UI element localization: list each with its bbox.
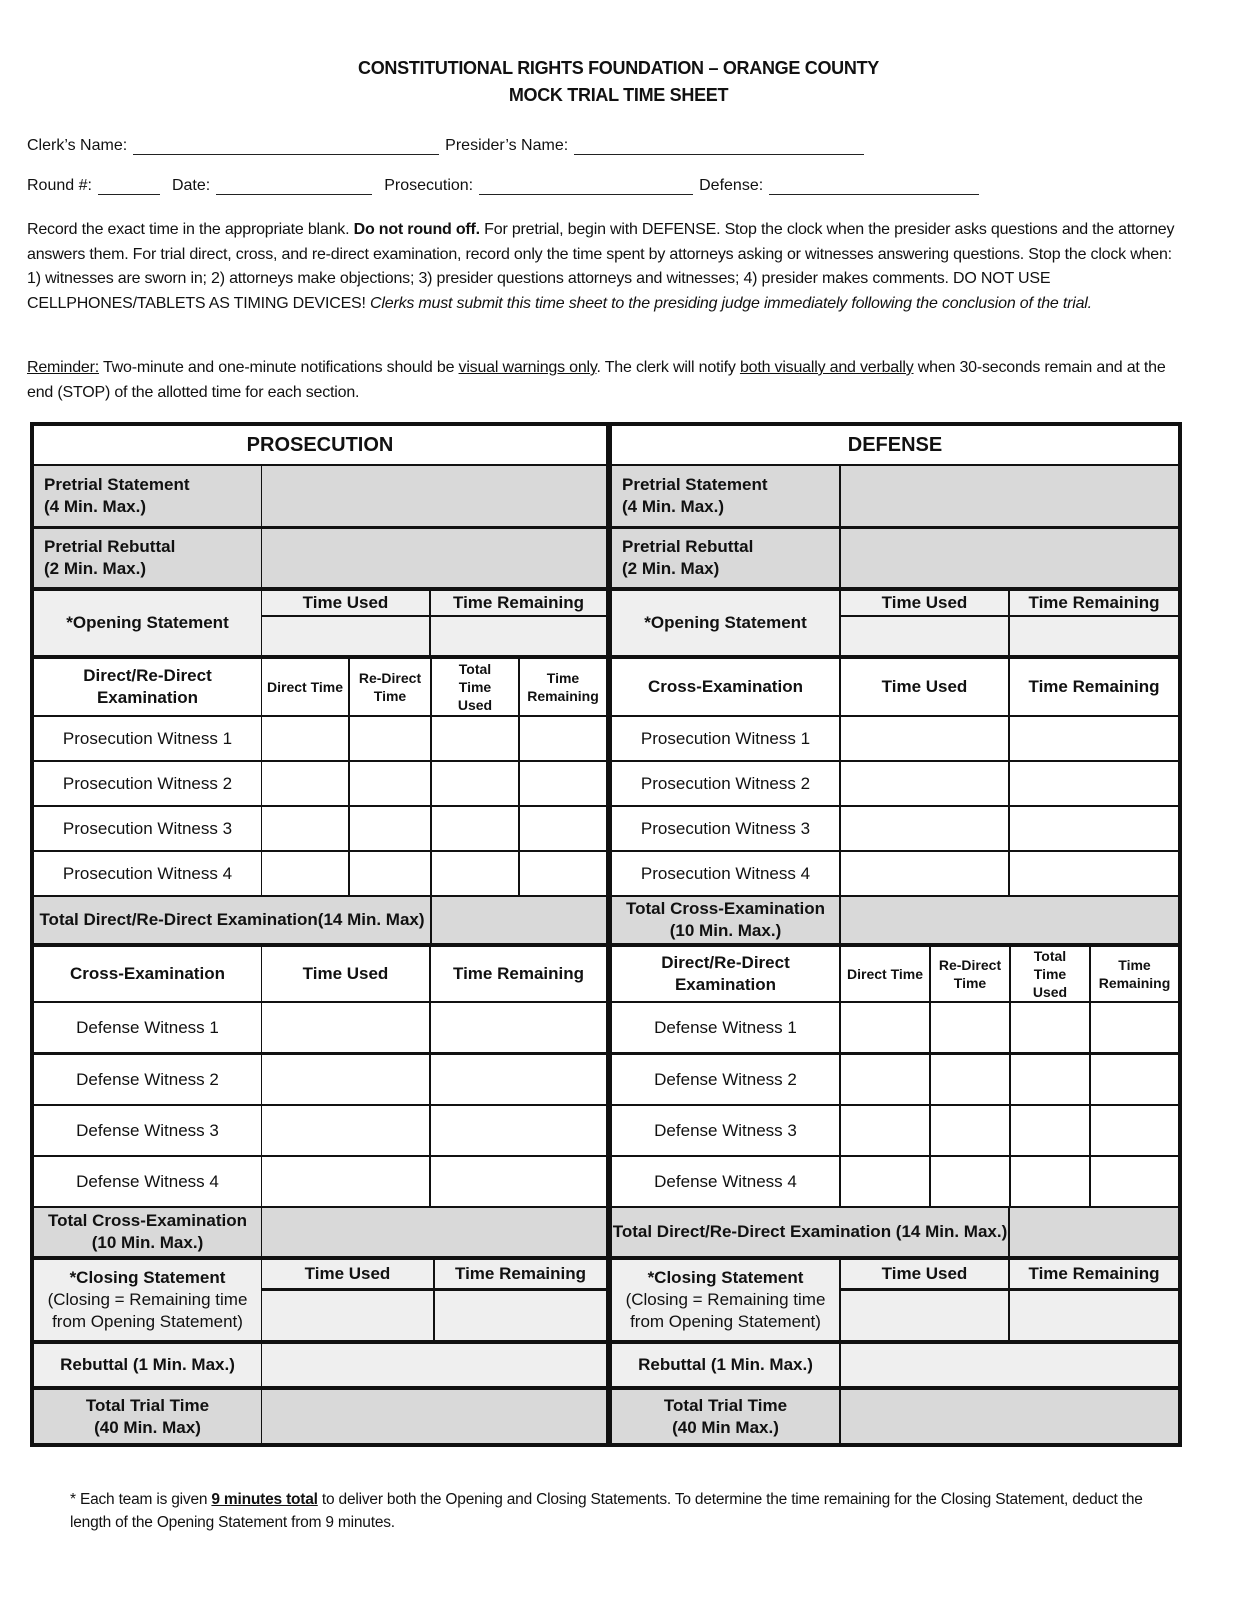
defense-total-direct-label: Total Direct/Re-Direct Examination (14 Min. Max.) xyxy=(612,1208,1008,1256)
defense-total-trial-input[interactable] xyxy=(841,1390,1178,1443)
defense-total-cross-label xyxy=(612,897,839,943)
prosecution-label: Prosecution: xyxy=(384,177,474,194)
label: Total Trial Time xyxy=(85,1395,210,1415)
prosecution-closing-time-used-header: Time Used xyxy=(262,1260,433,1288)
prosecution-total-time-header: Total Time Used xyxy=(432,659,518,715)
defense-pretrial-statement-label xyxy=(612,466,839,526)
time-remaining-input[interactable] xyxy=(1091,1106,1178,1155)
prosecution-total-direct-input[interactable] xyxy=(432,897,606,943)
prosecution-heading: PROSECUTION xyxy=(34,426,606,464)
witness-row-label: Defense Witness 1 xyxy=(34,1003,261,1052)
prosecution-total-trial-label xyxy=(34,1390,261,1443)
round-field[interactable] xyxy=(98,178,160,195)
time-used-input[interactable] xyxy=(262,1106,429,1155)
note-2: from Opening Statement) xyxy=(630,1312,821,1331)
defense-cross-exam-header: Cross-Examination xyxy=(612,659,839,715)
names-line xyxy=(27,137,870,155)
witness-row-label: Defense Witness 3 xyxy=(612,1106,839,1155)
time-used-input[interactable] xyxy=(841,807,1008,850)
witness-row-label: Prosecution Witness 4 xyxy=(34,852,261,895)
limit: (2 Min. Max) xyxy=(622,559,720,578)
label: Total Cross-Examination xyxy=(48,1211,247,1230)
time-remaining-input[interactable] xyxy=(520,852,606,895)
prosecution-pretrial-statement-label xyxy=(34,466,261,526)
instructions-bold: Do not round off. xyxy=(353,221,480,238)
label: Total Trial Time xyxy=(663,1395,788,1415)
label: Total Cross-Examination xyxy=(626,899,825,918)
time-remaining-input[interactable] xyxy=(1091,1055,1178,1104)
prosecution-cross-time-remaining-header: Time Remaining xyxy=(431,947,606,1001)
prosecution-closing-label xyxy=(34,1260,261,1340)
prosecution-direct-exam-header xyxy=(34,659,261,715)
defense-opening-time-used-header: Time Used xyxy=(841,591,1008,615)
label: *Closing Statement xyxy=(69,1268,226,1287)
total-time-input[interactable] xyxy=(1011,1003,1089,1052)
presider-name-label: Presider’s Name: xyxy=(445,137,569,154)
defense-rebuttal-label: Rebuttal (1 Min. Max.) xyxy=(612,1344,839,1386)
direct-time-input[interactable] xyxy=(841,1003,929,1052)
prosecution-cross-time-used-header: Time Used xyxy=(262,947,429,1001)
defense-direct-exam-header xyxy=(612,947,839,1001)
label: Pretrial Rebuttal xyxy=(44,537,176,556)
reminder-text-3: when 30-seconds remain and at the end (STOP) of the allotted time for each section. xyxy=(27,359,1166,401)
prosecution-pretrial-rebuttal-label xyxy=(34,529,261,587)
witness-row-label: Prosecution Witness 2 xyxy=(34,762,261,805)
instructions-italic: Clerks must submit this time sheet to the presiding judge immediately following the conclusion of the trial. xyxy=(370,294,1092,312)
prosecution-opening-time-used-input[interactable] xyxy=(262,617,429,655)
time-remaining-input[interactable] xyxy=(520,762,606,805)
witness-row-label: Defense Witness 2 xyxy=(612,1055,839,1104)
prosecution-pretrial-statement-input[interactable] xyxy=(262,466,606,526)
instructions-text-2: For pretrial, begin with DEFENSE. Stop the clock when the presider asks questions and the attorney answers them. For trial direct, cross, and re-direct examination, record only the time spent by attorneys asking or witnesses answering questions. Stop the clock when: 1) witnesses are sworn in; 2) attorneys make objections; 3) presider questions attorneys and witnesses; 4) presider makes comments. DO NOT USE CELLPHONES/TABLETS AS TIMING DEVICES! xyxy=(27,221,1175,312)
label-2: Examination xyxy=(96,688,199,707)
direct-time-input[interactable] xyxy=(841,1055,929,1104)
prosecution-direct-remaining-header: Time Remaining xyxy=(520,659,606,715)
org-title: CONSTITUTIONAL RIGHTS FOUNDATION – ORANGE COUNTY xyxy=(358,58,879,78)
reminder-text: Two-minute and one-minute notifications should be xyxy=(99,359,459,376)
witness-row-label: Defense Witness 4 xyxy=(34,1157,261,1206)
defense-pretrial-rebuttal-label xyxy=(612,529,839,587)
prosecution-total-cross-input[interactable] xyxy=(262,1208,606,1256)
defense-total-cross-input[interactable] xyxy=(841,897,1178,943)
redirect-time-input[interactable] xyxy=(931,1003,1009,1052)
clerk-name-field[interactable] xyxy=(133,138,439,155)
label: Pretrial Statement xyxy=(622,475,768,494)
direct-time-input[interactable] xyxy=(841,1157,929,1206)
time-remaining-input[interactable] xyxy=(431,1003,606,1052)
footnote-text: * Each team is given xyxy=(70,1491,212,1508)
footnote-text-2: to deliver both the Opening and Closing Statements. To determine the time remaining for the Closing Statement, deduct the length of the Opening Statement from 9 minutes. xyxy=(70,1491,1143,1531)
witness-row-label: Prosecution Witness 4 xyxy=(612,852,839,895)
prosecution-opening-time-remaining-header: Time Remaining xyxy=(431,591,606,615)
prosecution-pretrial-rebuttal-input[interactable] xyxy=(262,529,606,587)
prosecution-total-cross-label xyxy=(34,1208,261,1256)
time-remaining-input[interactable] xyxy=(520,717,606,760)
label-2: (40 Min. Max) xyxy=(94,1417,201,1437)
redirect-time-input[interactable] xyxy=(350,807,430,850)
prosecution-total-trial-input[interactable] xyxy=(262,1390,606,1443)
witness-row-label: Defense Witness 4 xyxy=(612,1157,839,1206)
reminder-text-2: . The clerk will notify xyxy=(596,359,740,376)
redirect-time-input[interactable] xyxy=(350,717,430,760)
direct-time-input[interactable] xyxy=(262,807,348,850)
witness-row-label: Prosecution Witness 3 xyxy=(612,807,839,850)
time-remaining-input[interactable] xyxy=(431,1157,606,1206)
prosecution-rebuttal-label: Rebuttal (1 Min. Max.) xyxy=(34,1344,261,1386)
redirect-time-input[interactable] xyxy=(350,852,430,895)
round-label: Round #: xyxy=(27,177,92,194)
defense-opening-time-remaining-header: Time Remaining xyxy=(1010,591,1178,615)
defense-opening-time-remaining-input[interactable] xyxy=(1010,617,1178,655)
footnote xyxy=(70,1488,1170,1534)
witness-row-label: Defense Witness 3 xyxy=(34,1106,261,1155)
label-2: (10 Min. Max.) xyxy=(669,921,782,940)
total-time-input[interactable] xyxy=(432,852,518,895)
clerk-name-label: Clerk’s Name: xyxy=(27,137,128,154)
witness-row-label: Prosecution Witness 2 xyxy=(612,762,839,805)
date-label: Date: xyxy=(171,177,211,194)
defense-closing-time-used-input[interactable] xyxy=(841,1291,1008,1340)
defense-redirect-time-header: Re-Direct Time xyxy=(931,947,1009,1001)
time-remaining-input[interactable] xyxy=(431,1055,606,1104)
time-remaining-input[interactable] xyxy=(1010,762,1178,805)
defense-pretrial-statement-input[interactable] xyxy=(841,466,1178,526)
limit: (2 Min. Max.) xyxy=(44,559,147,578)
footnote-bold: 9 minutes total xyxy=(211,1491,318,1508)
prosecution-opening-label: *Opening Statement xyxy=(34,591,261,655)
direct-time-input[interactable] xyxy=(262,762,348,805)
redirect-time-input[interactable] xyxy=(931,1055,1009,1104)
time-used-input[interactable] xyxy=(841,717,1008,760)
defense-label: Defense: xyxy=(699,177,764,194)
time-remaining-input[interactable] xyxy=(1010,717,1178,760)
round-line xyxy=(27,177,985,195)
reminder-underline-1: visual warnings only xyxy=(458,359,597,376)
defense-direct-time-header: Direct Time xyxy=(841,947,929,1001)
defense-pretrial-rebuttal-input[interactable] xyxy=(841,529,1178,587)
time-used-input[interactable] xyxy=(262,1157,429,1206)
time-remaining-input[interactable] xyxy=(1091,1003,1178,1052)
defense-closing-time-used-header: Time Used xyxy=(841,1260,1008,1288)
redirect-time-input[interactable] xyxy=(931,1157,1009,1206)
defense-opening-label: *Opening Statement xyxy=(612,591,839,655)
time-remaining-input[interactable] xyxy=(1091,1157,1178,1206)
label: Pretrial Statement xyxy=(44,475,190,494)
redirect-time-input[interactable] xyxy=(350,762,430,805)
date-field[interactable] xyxy=(216,178,372,195)
time-remaining-input[interactable] xyxy=(431,1106,606,1155)
note: (Closing = Remaining time xyxy=(47,1290,248,1309)
direct-time-input[interactable] xyxy=(262,717,348,760)
total-time-input[interactable] xyxy=(432,762,518,805)
witness-row-label: Defense Witness 2 xyxy=(34,1055,261,1104)
defense-total-direct-input[interactable] xyxy=(1010,1208,1178,1256)
prosecution-cross-exam-header: Cross-Examination xyxy=(34,947,261,1001)
defense-cross-time-remaining-header: Time Remaining xyxy=(1010,659,1178,715)
time-used-input[interactable] xyxy=(262,1055,429,1104)
total-time-input[interactable] xyxy=(432,807,518,850)
reminder-paragraph xyxy=(27,356,1187,405)
defense-opening-time-used-input[interactable] xyxy=(841,617,1008,655)
defense-heading: DEFENSE xyxy=(612,426,1178,464)
prosecution-closing-time-remaining-header: Time Remaining xyxy=(435,1260,606,1288)
sheet-title: MOCK TRIAL TIME SHEET xyxy=(508,85,729,105)
witness-row-label: Prosecution Witness 1 xyxy=(34,717,261,760)
total-time-input[interactable] xyxy=(1011,1157,1089,1206)
prosecution-direct-time-header: Direct Time xyxy=(262,659,348,715)
limit: (4 Min. Max.) xyxy=(44,497,147,516)
defense-total-trial-label xyxy=(612,1390,839,1443)
label: Direct/Re-Direct xyxy=(661,953,790,972)
reminder-label: Reminder: xyxy=(27,359,100,376)
instructions-text: Record the exact time in the appropriate blank. xyxy=(27,221,354,238)
label: *Closing Statement xyxy=(647,1268,804,1287)
witness-row-label: Defense Witness 1 xyxy=(612,1003,839,1052)
prosecution-opening-time-used-header: Time Used xyxy=(262,591,429,615)
prosecution-closing-time-remaining-input[interactable] xyxy=(435,1291,606,1340)
time-used-input[interactable] xyxy=(262,1003,429,1052)
note-2: from Opening Statement) xyxy=(52,1312,243,1331)
label: Pretrial Rebuttal xyxy=(622,537,754,556)
prosecution-redirect-time-header: Re-Direct Time xyxy=(350,659,430,715)
defense-field[interactable] xyxy=(769,178,979,195)
defense-rebuttal-input[interactable] xyxy=(841,1344,1178,1386)
witness-row-label: Prosecution Witness 3 xyxy=(34,807,261,850)
defense-closing-time-remaining-input[interactable] xyxy=(1010,1291,1178,1340)
label-2: (40 Min Max.) xyxy=(672,1417,779,1437)
prosecution-opening-time-remaining-input[interactable] xyxy=(431,617,606,655)
label-2: (10 Min. Max.) xyxy=(91,1233,204,1252)
redirect-time-input[interactable] xyxy=(931,1106,1009,1155)
direct-time-input[interactable] xyxy=(841,1106,929,1155)
defense-direct-remaining-header: Time Remaining xyxy=(1091,947,1178,1001)
defense-closing-time-remaining-header: Time Remaining xyxy=(1010,1260,1178,1288)
prosecution-closing-time-used-input[interactable] xyxy=(262,1291,433,1340)
direct-time-input[interactable] xyxy=(262,852,348,895)
witness-row-label: Prosecution Witness 1 xyxy=(612,717,839,760)
prosecution-total-direct-label: Total Direct/Re-Direct Examination(14 Min. Max) xyxy=(34,897,430,943)
time-remaining-input[interactable] xyxy=(1010,852,1178,895)
total-time-input[interactable] xyxy=(432,717,518,760)
prosecution-field[interactable] xyxy=(479,178,693,195)
limit: (4 Min. Max.) xyxy=(622,497,725,516)
defense-cross-time-used-header: Time Used xyxy=(841,659,1008,715)
defense-closing-label xyxy=(612,1260,839,1340)
presider-name-field[interactable] xyxy=(574,138,864,155)
time-remaining-input[interactable] xyxy=(520,807,606,850)
time-remaining-input[interactable] xyxy=(1010,807,1178,850)
time-used-input[interactable] xyxy=(841,762,1008,805)
total-time-input[interactable] xyxy=(1011,1055,1089,1104)
instructions-paragraph xyxy=(27,218,1187,316)
reminder-underline-2: both visually and verbally xyxy=(739,359,914,376)
note: (Closing = Remaining time xyxy=(625,1290,826,1309)
time-used-input[interactable] xyxy=(841,852,1008,895)
prosecution-rebuttal-input[interactable] xyxy=(262,1344,606,1386)
label-2: Examination xyxy=(674,975,777,994)
defense-total-time-header: Total Time Used xyxy=(1011,947,1089,1001)
total-time-input[interactable] xyxy=(1011,1106,1089,1155)
label: Direct/Re-Direct xyxy=(83,666,212,685)
